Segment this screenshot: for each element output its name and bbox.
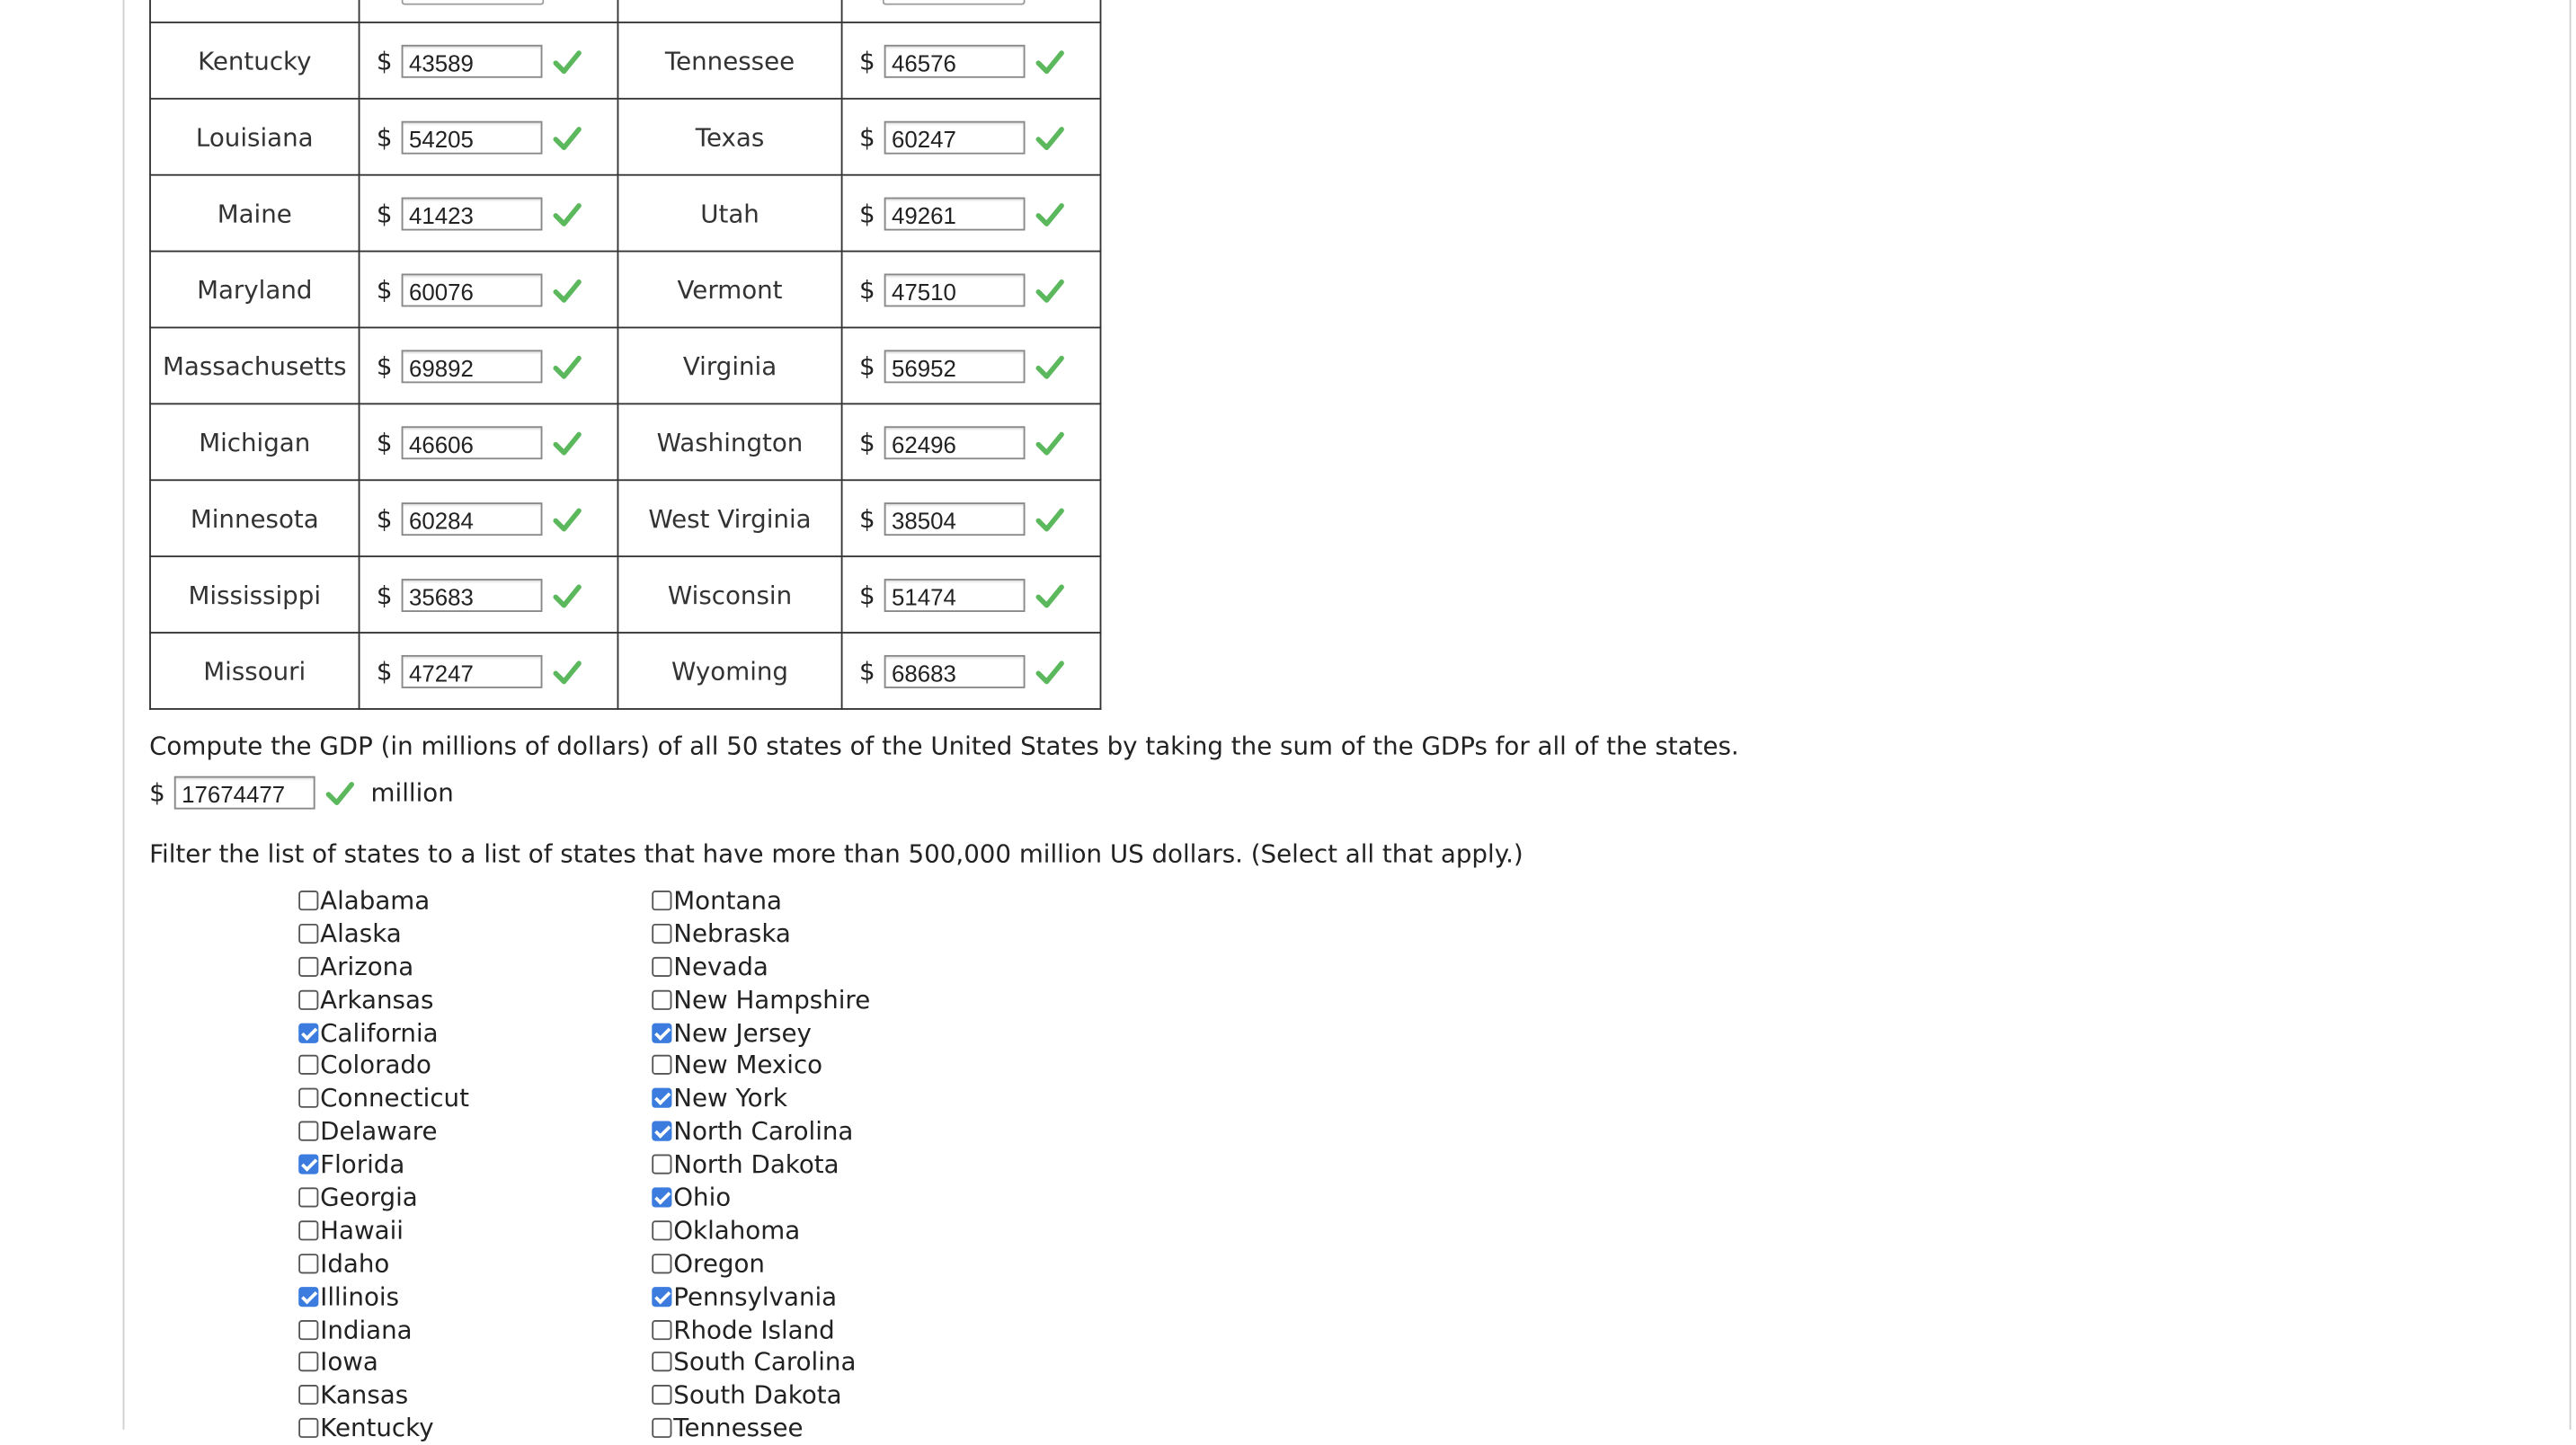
currency-symbol: $ [376,655,393,687]
gdp-value-input[interactable]: 41423 [401,197,542,230]
filter-question: Filter the list of states to a list of states that have more than 500,000 million US dollars. (Select all that apply.) [149,838,1523,870]
currency-symbol: $ [858,121,875,152]
table-row [150,175,1100,252]
gdp-value-input[interactable]: 49261 [884,197,1025,230]
currency-symbol: $ [858,580,875,610]
gdp-table [149,0,1101,710]
gdp-value-wrap [843,425,1100,458]
state-option-label: Connecticut [320,1083,469,1113]
state-option-label: Rhode Island [673,1314,835,1344]
state-option-label: Alaska [320,918,402,949]
state-name-cell: Massachusetts [150,327,360,403]
table-row [150,252,1100,328]
gdp-value-wrap [843,578,1100,611]
currency-symbol: $ [376,503,393,534]
checkbox[interactable] [298,1319,318,1339]
gdp-value-wrap [360,349,617,382]
gdp-value-input[interactable]: 56952 [884,349,1025,382]
checkbox-checked[interactable] [298,1023,318,1042]
gdp-value-input[interactable]: 47510 [884,273,1025,306]
state-name-cell: Maine [150,175,360,252]
state-option-label: Alabama [320,885,431,916]
currency-symbol: $ [858,503,875,534]
checkbox-checked[interactable] [298,1155,318,1175]
gdp-value-cell [842,327,1101,403]
green-checkmark-icon [1035,350,1064,380]
state-option-label: North Carolina [673,1116,854,1147]
currency-symbol: $ [858,274,875,305]
state-option-label: Iowa [320,1347,378,1378]
state-option[interactable] [298,1049,469,1082]
state-option-label: Indiana [320,1314,413,1344]
state-option[interactable] [298,1346,469,1379]
green-checkmark-icon [1035,656,1064,686]
state-name-cell: Kentucky [150,22,360,99]
currency-symbol: $ [149,777,165,808]
green-checkmark-icon [1035,580,1064,609]
state-name-cell: Wyoming [617,633,841,709]
state-option-label: Oregon [673,1248,765,1279]
gdp-value-input[interactable]: 68683 [884,654,1025,687]
state-name-cell: Minnesota [150,480,360,556]
checkbox[interactable] [298,1254,318,1273]
state-option-label: Oklahoma [673,1215,801,1246]
table-row [150,556,1100,633]
green-checkmark-icon [324,778,354,808]
state-option-label: Idaho [320,1248,390,1279]
state-option[interactable] [652,1246,870,1280]
gdp-value-cell [360,480,618,556]
state-option-label: New Jersey [673,1017,812,1048]
state-option[interactable] [652,1049,870,1082]
state-option[interactable] [298,1379,469,1412]
gdp-value-cell [842,556,1101,633]
state-option-label: Ohio [673,1182,732,1212]
checkbox[interactable] [652,1418,671,1438]
checkbox[interactable] [652,956,671,976]
state-option-label: Arizona [320,951,414,982]
green-checkmark-icon [552,350,582,380]
state-option[interactable] [652,1379,870,1412]
state-option[interactable] [298,950,469,983]
state-option[interactable] [652,1346,870,1379]
state-option[interactable] [298,983,469,1016]
state-option[interactable] [652,1015,870,1049]
checkbox[interactable] [298,1220,318,1240]
state-option[interactable] [652,1115,870,1148]
state-option-label: Kansas [320,1380,409,1411]
state-option[interactable] [652,1181,870,1214]
currency-symbol: $ [858,427,875,457]
state-option-label: Georgia [320,1182,418,1212]
state-name-cell: Michigan [150,403,360,480]
gdp-value-input[interactable]: 46576 [884,44,1025,77]
checkbox[interactable] [652,1254,671,1273]
gdp-sum-question: Compute the GDP (in millions of dollars) of all 50 states of the United States by taking the sum of the GDPs for all of the states. [149,731,1739,762]
state-name-cell: Maryland [150,252,360,328]
currency-symbol: $ [376,350,393,381]
state-option-label: Delaware [320,1116,438,1147]
currency-symbol: $ [376,274,393,305]
table-row [150,22,1100,99]
green-checkmark-icon [1035,46,1064,75]
currency-symbol: $ [376,198,393,228]
state-checkbox-column-a [298,884,469,1445]
state-option[interactable] [652,950,870,983]
checkbox[interactable] [652,924,671,944]
state-option-label: New York [673,1083,788,1113]
checkbox[interactable] [298,1088,318,1108]
green-checkmark-icon [1035,503,1064,533]
gdp-value-cell [360,99,618,175]
gdp-value-input[interactable]: 69892 [401,349,542,382]
state-name-cell: Utah [617,175,841,252]
green-checkmark-icon [1035,427,1064,457]
gdp-value-cell [360,403,618,480]
gdp-value-input[interactable]: 51474 [884,578,1025,611]
table-row-partial [150,0,1100,22]
table-cell [842,0,1101,22]
gdp-value-input[interactable]: 62496 [884,425,1025,458]
checkbox[interactable] [298,1121,318,1141]
gdp-value-wrap [843,197,1100,230]
state-option[interactable] [298,1246,469,1280]
state-option-label: Hawaii [320,1215,404,1246]
state-option[interactable] [652,1082,870,1115]
checkbox[interactable] [298,1352,318,1372]
state-option[interactable] [298,1115,469,1148]
state-name-cell: Texas [617,99,841,175]
gdp-value-cell [360,22,618,99]
state-option[interactable] [298,1313,469,1346]
gdp-value-wrap [360,578,617,611]
table-cell [150,0,360,22]
green-checkmark-icon [1035,122,1064,152]
state-option[interactable] [298,1412,469,1445]
table-cell [617,0,841,22]
checkbox-checked[interactable] [652,1023,671,1042]
green-checkmark-icon [1035,274,1064,304]
checkbox[interactable] [652,1220,671,1240]
state-option[interactable] [652,1148,870,1181]
gdp-value-input[interactable]: 43589 [401,44,542,77]
state-name-cell: West Virginia [617,480,841,556]
gdp-value-cell [360,252,618,328]
gdp-value-wrap [360,273,617,306]
state-name-cell: Louisiana [150,99,360,175]
gdp-value-wrap [360,501,617,535]
gdp-sum-input[interactable]: 17674477 [173,776,315,810]
checkbox-checked[interactable] [652,1088,671,1108]
gdp-value-cell [842,22,1101,99]
unit-label: million [370,777,454,808]
checkbox[interactable] [298,1187,318,1207]
checkbox-checked[interactable] [652,1187,671,1207]
gdp-value-cell [360,327,618,403]
state-option[interactable] [652,1313,870,1346]
currency-symbol: $ [376,121,393,152]
state-checkbox-column-b [652,884,870,1445]
state-option[interactable] [652,1214,870,1247]
state-name-cell: Tennessee [617,22,841,99]
currency-symbol: $ [858,45,875,75]
state-name-cell: Washington [617,403,841,480]
gdp-value-input[interactable]: 35683 [401,578,542,611]
gdp-value-input[interactable]: 38504 [884,501,1025,535]
gdp-value-wrap [843,349,1100,382]
gdp-value-cell [360,175,618,252]
state-option[interactable] [298,1181,469,1214]
currency-symbol: $ [376,580,393,610]
gdp-value-cell [842,633,1101,709]
gdp-value-wrap [843,44,1100,77]
currency-symbol: $ [858,198,875,228]
state-option[interactable] [652,917,870,950]
state-option-label: Nebraska [673,918,791,949]
table-cell [360,0,618,22]
state-option-label: Tennessee [673,1413,804,1443]
currency-symbol: $ [858,655,875,687]
gdp-value-wrap [360,197,617,230]
gdp-value-wrap [360,425,617,458]
gdp-value-input[interactable]: 46606 [401,425,542,458]
currency-symbol: $ [376,45,393,75]
gdp-value-cell [842,403,1101,480]
state-name-cell: Missouri [150,633,360,709]
gdp-value-cell [360,633,618,709]
gdp-value-input[interactable]: 47247 [401,654,542,687]
checkbox[interactable] [652,1386,671,1405]
table-row [150,633,1100,709]
state-name-cell: Mississippi [150,556,360,633]
state-option[interactable] [298,1214,469,1247]
state-option-label: Colorado [320,1050,431,1081]
checkbox[interactable] [298,1418,318,1438]
state-name-cell: Vermont [617,252,841,328]
state-option-label: Nevada [673,951,768,982]
state-option-label: Arkansas [320,984,434,1015]
gdp-sum-answer-row [149,776,454,810]
state-option[interactable] [298,1082,469,1115]
content-right-border [2570,0,2572,1430]
state-option[interactable] [298,917,469,950]
gdp-value-cell [360,556,618,633]
checkbox[interactable] [298,956,318,976]
green-checkmark-icon [1035,199,1064,228]
checkbox-checked[interactable] [298,1286,318,1306]
state-option[interactable] [298,1015,469,1049]
state-option-label: Pennsylvania [673,1281,838,1312]
green-checkmark-icon [552,427,582,457]
gdp-value-wrap [360,654,617,687]
currency-symbol: $ [376,427,393,457]
table-row [150,480,1100,556]
state-option-label: South Dakota [673,1380,842,1411]
state-option-label: New Mexico [673,1050,823,1081]
state-option[interactable] [298,884,469,918]
gdp-value-input[interactable]: 60076 [401,273,542,306]
checkbox-checked[interactable] [652,1121,671,1141]
checkbox[interactable] [298,1386,318,1405]
checkbox-checked[interactable] [652,1286,671,1306]
checkbox[interactable] [298,891,318,910]
gdp-value-wrap [843,120,1100,154]
state-option[interactable] [652,1280,870,1313]
green-checkmark-icon [552,46,582,75]
table-row [150,327,1100,403]
table-row [150,99,1100,175]
state-option-label: New Hampshire [673,984,871,1015]
gdp-value-input[interactable]: 60284 [401,501,542,535]
green-checkmark-icon [552,122,582,152]
gdp-value-input[interactable]: 54205 [401,120,542,154]
gdp-value-cell [842,252,1101,328]
state-option-label: Kentucky [320,1413,434,1443]
gdp-value-wrap [843,273,1100,306]
checkbox[interactable] [652,989,671,1009]
checkbox[interactable] [298,924,318,944]
state-option[interactable] [298,1148,469,1181]
state-option-label: North Dakota [673,1149,839,1180]
gdp-value-wrap [360,120,617,154]
gdp-value-wrap [360,44,617,77]
state-option[interactable] [298,1280,469,1313]
gdp-value-cell [842,480,1101,556]
green-checkmark-icon [552,580,582,609]
content-left-border [123,0,125,1430]
green-checkmark-icon [552,656,582,686]
gdp-value-wrap [843,501,1100,535]
checkbox[interactable] [652,891,671,910]
table-row [150,403,1100,480]
state-option-label: California [320,1017,439,1048]
checkbox[interactable] [652,1319,671,1339]
state-name-cell: Virginia [617,327,841,403]
state-option[interactable] [652,884,870,918]
gdp-value-input[interactable]: 60247 [884,120,1025,154]
gdp-value-cell [842,99,1101,175]
state-option-label: South Carolina [673,1347,857,1378]
state-option-label: Florida [320,1149,405,1180]
state-name-cell: Wisconsin [617,556,841,633]
state-option[interactable] [652,983,870,1016]
checkbox[interactable] [298,989,318,1009]
gdp-value-wrap [843,654,1100,687]
checkbox[interactable] [652,1155,671,1175]
currency-symbol: $ [858,350,875,381]
green-checkmark-icon [552,199,582,228]
gdp-value-cell [842,175,1101,252]
state-option-label: Montana [673,885,782,916]
green-checkmark-icon [552,503,582,533]
state-option-label: Illinois [320,1281,400,1312]
checkbox[interactable] [652,1055,671,1075]
green-checkmark-icon [552,274,582,304]
checkbox[interactable] [298,1055,318,1075]
state-option[interactable] [652,1412,870,1445]
checkbox[interactable] [652,1352,671,1372]
